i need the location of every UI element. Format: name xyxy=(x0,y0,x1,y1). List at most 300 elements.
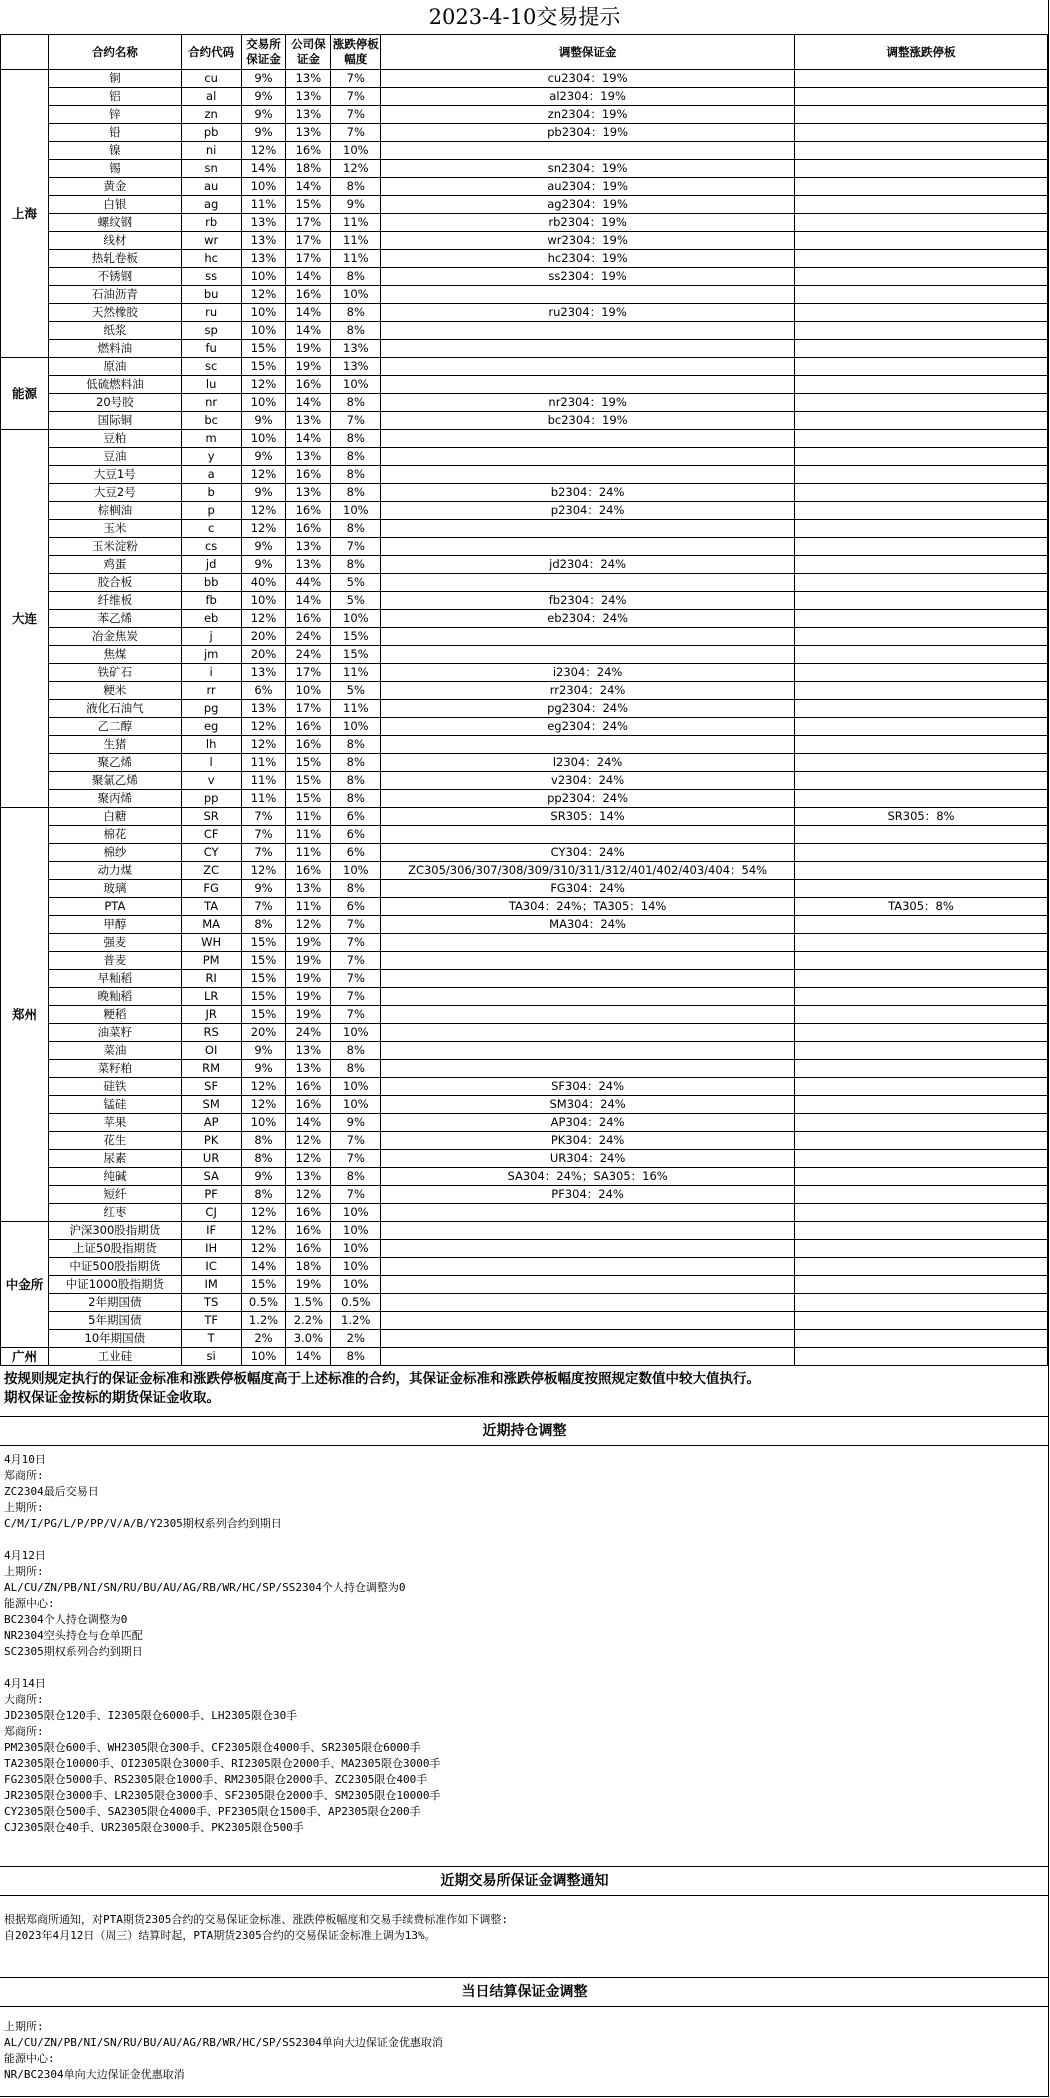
table-row xyxy=(1,934,1048,952)
limit-range: 13% xyxy=(331,358,381,376)
company-margin: 11% xyxy=(286,898,331,916)
company-margin: 12% xyxy=(286,1186,331,1204)
adjusted-margin xyxy=(381,520,795,538)
table-row xyxy=(1,952,1048,970)
adjusted-limit xyxy=(794,1186,1047,1204)
adjusted-limit xyxy=(794,268,1047,286)
adjusted-margin: p2304：24% xyxy=(381,502,795,520)
adjusted-limit xyxy=(794,1330,1047,1348)
contract-name: 沪深300股指期货 xyxy=(48,1222,181,1240)
adjusted-margin xyxy=(381,646,795,664)
adjusted-limit xyxy=(794,70,1047,88)
adjusted-limit xyxy=(794,142,1047,160)
adjusted-limit xyxy=(794,466,1047,484)
exchange-margin: 12% xyxy=(241,610,286,628)
limit-range: 6% xyxy=(331,808,381,826)
exchange-margin: 10% xyxy=(241,178,286,196)
contract-name: 粳米 xyxy=(48,682,181,700)
contract-name: 锌 xyxy=(48,106,181,124)
exchange-margin: 0.5% xyxy=(241,1294,286,1312)
contract-name: 铁矿石 xyxy=(48,664,181,682)
company-margin: 24% xyxy=(286,646,331,664)
contract-code: UR xyxy=(181,1150,241,1168)
limit-range: 6% xyxy=(331,898,381,916)
contract-name: 镍 xyxy=(48,142,181,160)
contract-name: 5年期国债 xyxy=(48,1312,181,1330)
rule-note xyxy=(4,1370,1044,1408)
limit-range: 7% xyxy=(331,1132,381,1150)
table-row xyxy=(1,1186,1048,1204)
header-exchange-blank xyxy=(1,35,49,70)
limit-range: 8% xyxy=(331,790,381,808)
contract-code: bc xyxy=(181,412,241,430)
exchange-margin: 9% xyxy=(241,484,286,502)
exchange-name: 广州 xyxy=(1,1348,49,1366)
limit-range: 10% xyxy=(331,1204,381,1222)
contract-code: eb xyxy=(181,610,241,628)
adjusted-limit xyxy=(794,1240,1047,1258)
contract-code: v xyxy=(181,772,241,790)
table-row xyxy=(1,196,1048,214)
exchange-margin: 9% xyxy=(241,1042,286,1060)
limit-range: 8% xyxy=(331,466,381,484)
exchange-margin: 10% xyxy=(241,1348,286,1366)
adjusted-limit xyxy=(794,1060,1047,1078)
limit-range: 10% xyxy=(331,502,381,520)
adjusted-limit xyxy=(794,106,1047,124)
table-row xyxy=(1,250,1048,268)
company-margin: 13% xyxy=(286,124,331,142)
section-title-exchange-margin-notice: 近期交易所保证金调整通知 xyxy=(0,1866,1049,1896)
table-row xyxy=(1,1114,1048,1132)
contract-code: CF xyxy=(181,826,241,844)
adjusted-margin xyxy=(381,340,795,358)
exchange-margin: 7% xyxy=(241,826,286,844)
contract-name: 低硫燃料油 xyxy=(48,376,181,394)
limit-range: 10% xyxy=(331,862,381,880)
company-margin: 2.2% xyxy=(286,1312,331,1330)
exchange-margin: 13% xyxy=(241,214,286,232)
company-margin: 16% xyxy=(286,736,331,754)
company-margin: 14% xyxy=(286,304,331,322)
company-margin: 13% xyxy=(286,484,331,502)
adjusted-limit xyxy=(794,448,1047,466)
exchange-margin: 11% xyxy=(241,790,286,808)
contract-code: pb xyxy=(181,124,241,142)
company-margin: 12% xyxy=(286,1132,331,1150)
adjusted-limit xyxy=(794,430,1047,448)
company-margin: 16% xyxy=(286,466,331,484)
company-margin: 13% xyxy=(286,106,331,124)
adjusted-margin: rb2304：19% xyxy=(381,214,795,232)
table-row xyxy=(1,322,1048,340)
company-margin: 24% xyxy=(286,628,331,646)
limit-range: 7% xyxy=(331,934,381,952)
exchange-margin: 12% xyxy=(241,718,286,736)
adjusted-margin xyxy=(381,1060,795,1078)
adjusted-limit xyxy=(794,1204,1047,1222)
contract-name: 铝 xyxy=(48,88,181,106)
adjusted-limit xyxy=(794,1348,1047,1366)
company-margin: 19% xyxy=(286,340,331,358)
contract-name: 铜 xyxy=(48,70,181,88)
adjusted-limit xyxy=(794,412,1047,430)
limit-range: 7% xyxy=(331,538,381,556)
table-row xyxy=(1,988,1048,1006)
company-margin: 3.0% xyxy=(286,1330,331,1348)
table-row xyxy=(1,70,1048,88)
adjusted-margin xyxy=(381,1024,795,1042)
company-margin: 17% xyxy=(286,214,331,232)
table-row xyxy=(1,610,1048,628)
limit-range: 7% xyxy=(331,1150,381,1168)
contract-code: fu xyxy=(181,340,241,358)
table-row xyxy=(1,1132,1048,1150)
adjusted-margin: au2304：19% xyxy=(381,178,795,196)
adjusted-margin xyxy=(381,574,795,592)
adjusted-limit xyxy=(794,1078,1047,1096)
adjusted-margin: wr2304：19% xyxy=(381,232,795,250)
adjusted-margin xyxy=(381,1240,795,1258)
exchange-margin: 9% xyxy=(241,448,286,466)
company-margin: 16% xyxy=(286,610,331,628)
company-margin: 19% xyxy=(286,988,331,1006)
contract-name: PTA xyxy=(48,898,181,916)
limit-range: 8% xyxy=(331,880,381,898)
adjusted-limit xyxy=(794,340,1047,358)
table-row xyxy=(1,790,1048,808)
exchange-margin: 9% xyxy=(241,412,286,430)
table-row xyxy=(1,646,1048,664)
adjusted-limit xyxy=(794,286,1047,304)
adjusted-margin: pg2304：24% xyxy=(381,700,795,718)
limit-range: 10% xyxy=(331,142,381,160)
contract-code: ZC xyxy=(181,862,241,880)
company-margin: 14% xyxy=(286,1114,331,1132)
adjusted-margin: FG304：24% xyxy=(381,880,795,898)
contract-name: 纯碱 xyxy=(48,1168,181,1186)
adjusted-margin: SA304：24%；SA305：16% xyxy=(381,1168,795,1186)
contract-code: JR xyxy=(181,1006,241,1024)
limit-range: 8% xyxy=(331,304,381,322)
contract-code: sp xyxy=(181,322,241,340)
exchange-margin: 15% xyxy=(241,970,286,988)
contract-code: SF xyxy=(181,1078,241,1096)
exchange-margin: 20% xyxy=(241,1024,286,1042)
company-margin: 13% xyxy=(286,88,331,106)
company-margin: 12% xyxy=(286,916,331,934)
adjusted-limit xyxy=(794,574,1047,592)
adjusted-margin xyxy=(381,826,795,844)
limit-range: 8% xyxy=(331,736,381,754)
company-margin: 14% xyxy=(286,394,331,412)
contract-code: lh xyxy=(181,736,241,754)
exchange-margin: 12% xyxy=(241,862,286,880)
adjusted-margin xyxy=(381,1330,795,1348)
contract-code: pg xyxy=(181,700,241,718)
limit-range: 15% xyxy=(331,646,381,664)
exchange-margin: 15% xyxy=(241,934,286,952)
contract-code: SA xyxy=(181,1168,241,1186)
adjusted-margin xyxy=(381,934,795,952)
adjusted-margin: CY304：24% xyxy=(381,844,795,862)
adjusted-limit xyxy=(794,826,1047,844)
company-margin: 14% xyxy=(286,178,331,196)
contract-code: TS xyxy=(181,1294,241,1312)
limit-range: 10% xyxy=(331,1096,381,1114)
contract-code: PK xyxy=(181,1132,241,1150)
adjusted-limit xyxy=(794,1276,1047,1294)
limit-range: 11% xyxy=(331,214,381,232)
company-margin: 15% xyxy=(286,790,331,808)
contract-name: 硅铁 xyxy=(48,1078,181,1096)
company-margin: 13% xyxy=(286,1060,331,1078)
limit-range: 0.5% xyxy=(331,1294,381,1312)
table-row xyxy=(1,592,1048,610)
adjusted-limit xyxy=(794,772,1047,790)
header-company-margin: 公司保证金 xyxy=(286,35,331,70)
adjusted-margin: sn2304：19% xyxy=(381,160,795,178)
page-title: 2023-4-10交易提示 xyxy=(0,0,1049,35)
contract-code: si xyxy=(181,1348,241,1366)
exchange-margin: 7% xyxy=(241,808,286,826)
limit-range: 5% xyxy=(331,574,381,592)
adjusted-limit xyxy=(794,844,1047,862)
adjusted-limit xyxy=(794,970,1047,988)
exchange-margin: 10% xyxy=(241,430,286,448)
adjusted-limit xyxy=(794,1294,1047,1312)
adjusted-limit xyxy=(794,1312,1047,1330)
contract-code: IF xyxy=(181,1222,241,1240)
adjusted-limit xyxy=(794,178,1047,196)
limit-range: 8% xyxy=(331,1042,381,1060)
company-margin: 14% xyxy=(286,1348,331,1366)
adjusted-limit xyxy=(794,610,1047,628)
contract-name: 玉米 xyxy=(48,520,181,538)
contract-name: 玉米淀粉 xyxy=(48,538,181,556)
adjusted-margin xyxy=(381,952,795,970)
adjusted-limit xyxy=(794,556,1047,574)
adjusted-margin xyxy=(381,1006,795,1024)
table-row xyxy=(1,664,1048,682)
header-limit-range: 涨跌停板幅度 xyxy=(331,35,381,70)
adjusted-margin: SM304：24% xyxy=(381,1096,795,1114)
company-margin: 17% xyxy=(286,700,331,718)
exchange-margin: 14% xyxy=(241,160,286,178)
contract-name: 纸浆 xyxy=(48,322,181,340)
adjusted-limit xyxy=(794,916,1047,934)
table-row xyxy=(1,628,1048,646)
exchange-margin: 10% xyxy=(241,322,286,340)
adjusted-limit xyxy=(794,520,1047,538)
exchange-margin: 6% xyxy=(241,682,286,700)
table-row xyxy=(1,898,1048,916)
company-margin: 13% xyxy=(286,1168,331,1186)
contract-code: cs xyxy=(181,538,241,556)
adjusted-margin: hc2304：19% xyxy=(381,250,795,268)
adjusted-limit xyxy=(794,322,1047,340)
adjusted-limit xyxy=(794,394,1047,412)
table-row xyxy=(1,1312,1048,1330)
adjusted-margin: ZC305/306/307/308/309/310/311/312/401/402/403/404：54% xyxy=(381,862,795,880)
contract-name: 聚氯乙烯 xyxy=(48,772,181,790)
adjusted-margin xyxy=(381,430,795,448)
table-row xyxy=(1,1294,1048,1312)
contract-code: nr xyxy=(181,394,241,412)
contract-code: CY xyxy=(181,844,241,862)
adjusted-margin: bc2304：19% xyxy=(381,412,795,430)
contract-name: 冶金焦炭 xyxy=(48,628,181,646)
limit-range: 8% xyxy=(331,1060,381,1078)
adjusted-limit xyxy=(794,358,1047,376)
limit-range: 1.2% xyxy=(331,1312,381,1330)
table-row xyxy=(1,1096,1048,1114)
table-row xyxy=(1,754,1048,772)
contract-name: 上证50股指期货 xyxy=(48,1240,181,1258)
limit-range: 10% xyxy=(331,610,381,628)
contract-name: 菜油 xyxy=(48,1042,181,1060)
contract-code: IM xyxy=(181,1276,241,1294)
exchange-margin: 10% xyxy=(241,592,286,610)
contract-name: 天然橡胶 xyxy=(48,304,181,322)
rule-note-line: 期权保证金按标的期货保证金收取。 xyxy=(4,1390,220,1406)
adjusted-margin: v2304：24% xyxy=(381,772,795,790)
contract-code: SM xyxy=(181,1096,241,1114)
table-row xyxy=(1,268,1048,286)
contract-name: 普麦 xyxy=(48,952,181,970)
adjusted-margin: eb2304：24% xyxy=(381,610,795,628)
adjusted-margin xyxy=(381,970,795,988)
exchange-margin: 14% xyxy=(241,1258,286,1276)
table-row xyxy=(1,772,1048,790)
adjusted-limit xyxy=(794,754,1047,772)
adjusted-limit xyxy=(794,250,1047,268)
contract-name: 红枣 xyxy=(48,1204,181,1222)
contract-name: 铅 xyxy=(48,124,181,142)
contract-name: 豆粕 xyxy=(48,430,181,448)
contract-code: PF xyxy=(181,1186,241,1204)
table-row xyxy=(1,340,1048,358)
company-margin: 15% xyxy=(286,772,331,790)
contract-name: 螺纹钢 xyxy=(48,214,181,232)
contract-name: 粳稻 xyxy=(48,1006,181,1024)
contract-code: RI xyxy=(181,970,241,988)
table-row xyxy=(1,718,1048,736)
company-margin: 18% xyxy=(286,160,331,178)
contract-code: SR xyxy=(181,808,241,826)
company-margin: 16% xyxy=(286,718,331,736)
company-margin: 11% xyxy=(286,826,331,844)
adjusted-margin: l2304：24% xyxy=(381,754,795,772)
limit-range: 7% xyxy=(331,88,381,106)
contract-code: CJ xyxy=(181,1204,241,1222)
adjusted-margin xyxy=(381,1042,795,1060)
exchange-margin: 15% xyxy=(241,1006,286,1024)
limit-range: 8% xyxy=(331,178,381,196)
limit-range: 9% xyxy=(331,1114,381,1132)
table-row xyxy=(1,970,1048,988)
table-row xyxy=(1,1168,1048,1186)
contract-code: bu xyxy=(181,286,241,304)
section-body-exchange-margin-notice: 根据郑商所通知，对PTA期货2305合约的交易保证金标准、涨跌停板幅度和交易手续费标准作如下调整: 自2023年4月12日（周三）结算时起，PTA期货2305合约的交易保证金标准上调为13%。 xyxy=(4,1913,508,1942)
contract-code: b xyxy=(181,484,241,502)
company-margin: 16% xyxy=(286,1096,331,1114)
exchange-margin: 12% xyxy=(241,736,286,754)
contract-code: eg xyxy=(181,718,241,736)
table-row xyxy=(1,1222,1048,1240)
adjusted-margin: ru2304：19% xyxy=(381,304,795,322)
header-adjusted-limit: 调整涨跌停板 xyxy=(794,35,1047,70)
company-margin: 16% xyxy=(286,1222,331,1240)
contract-code: ag xyxy=(181,196,241,214)
contract-name: 聚丙烯 xyxy=(48,790,181,808)
adjusted-limit xyxy=(794,1042,1047,1060)
exchange-margin: 15% xyxy=(241,988,286,1006)
contract-name: 动力煤 xyxy=(48,862,181,880)
contract-code: rr xyxy=(181,682,241,700)
contract-name: 2年期国债 xyxy=(48,1294,181,1312)
contract-name: 甲醇 xyxy=(48,916,181,934)
adjusted-limit xyxy=(794,664,1047,682)
adjusted-limit xyxy=(794,538,1047,556)
company-margin: 1.5% xyxy=(286,1294,331,1312)
contract-name: 中证1000股指期货 xyxy=(48,1276,181,1294)
contract-code: RS xyxy=(181,1024,241,1042)
adjusted-margin xyxy=(381,286,795,304)
company-margin: 14% xyxy=(286,430,331,448)
limit-range: 7% xyxy=(331,106,381,124)
adjusted-margin: SF304：24% xyxy=(381,1078,795,1096)
contract-code: IC xyxy=(181,1258,241,1276)
adjusted-margin: jd2304：24% xyxy=(381,556,795,574)
exchange-margin: 12% xyxy=(241,142,286,160)
limit-range: 11% xyxy=(331,232,381,250)
limit-range: 13% xyxy=(331,340,381,358)
company-margin: 12% xyxy=(286,1150,331,1168)
company-margin: 16% xyxy=(286,376,331,394)
adjusted-margin xyxy=(381,628,795,646)
exchange-name: 中金所 xyxy=(1,1222,49,1348)
limit-range: 6% xyxy=(331,826,381,844)
contract-code: PM xyxy=(181,952,241,970)
contract-name: 石油沥青 xyxy=(48,286,181,304)
company-margin: 13% xyxy=(286,880,331,898)
table-row xyxy=(1,1276,1048,1294)
contract-name: 乙二醇 xyxy=(48,718,181,736)
limit-range: 6% xyxy=(331,844,381,862)
adjusted-limit xyxy=(794,1258,1047,1276)
limit-range: 11% xyxy=(331,700,381,718)
adjusted-limit xyxy=(794,682,1047,700)
table-row xyxy=(1,88,1048,106)
limit-range: 10% xyxy=(331,1240,381,1258)
contract-code: p xyxy=(181,502,241,520)
table-row xyxy=(1,376,1048,394)
company-margin: 13% xyxy=(286,556,331,574)
exchange-name: 大连 xyxy=(1,430,49,808)
table-row xyxy=(1,1060,1048,1078)
table-row xyxy=(1,1042,1048,1060)
company-margin: 16% xyxy=(286,1078,331,1096)
contract-code: au xyxy=(181,178,241,196)
contract-name: 锡 xyxy=(48,160,181,178)
table-row xyxy=(1,700,1048,718)
contract-code: WH xyxy=(181,934,241,952)
table-row xyxy=(1,484,1048,502)
contract-name: 棕榈油 xyxy=(48,502,181,520)
contract-code: T xyxy=(181,1330,241,1348)
exchange-margin: 11% xyxy=(241,754,286,772)
